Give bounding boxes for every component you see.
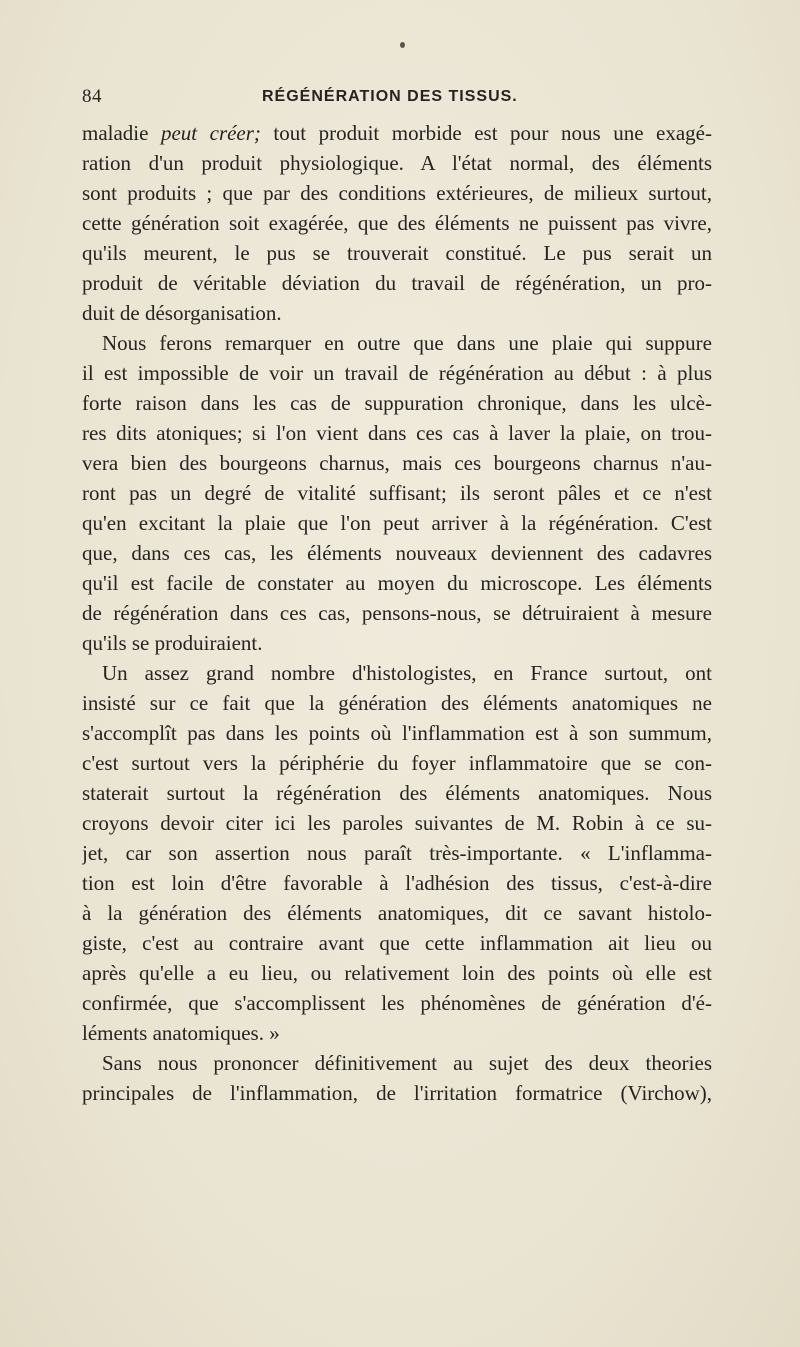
text-line: duit de désorganisation. [82,301,282,325]
text-line: que, dans ces cas, les éléments nouveaux deviennent des cadavres [82,541,712,565]
text-line: Nous ferons remarquer en outre que dans une plaie qui suppure [102,331,712,355]
text-line: qu'ils se produiraient. [82,631,263,655]
text-line: léments anatomiques. » [82,1021,280,1045]
text-line: staterait surtout la régénération des éléments anatomiques. Nous [82,781,712,805]
text-line: après qu'elle a eu lieu, ou relativement loin des points où elle est [82,961,712,985]
text-line: c'est surtout vers la périphérie du foyer inflammatoire que se con- [82,751,712,775]
text-line: s'accomplît pas dans les points où l'inflammation est à son summum, [82,721,712,745]
italic-phrase: peut créer; [160,121,261,145]
text-line: vera bien des bourgeons charnus, mais ces bourgeons charnus n'au- [82,451,712,475]
text-line: qu'ils meurent, le pus se trouverait constitué. Le pus serait un [82,241,712,265]
text-line: confirmée, que s'accomplissent les phénomènes de génération d'é- [82,991,712,1015]
page-header [82,86,712,110]
text-line: sont produits ; que par des conditions extérieures, de milieux surtout, [82,181,712,205]
text-line: qu'il est facile de constater au moyen du microscope. Les éléments [82,571,712,595]
text-line: qu'en excitant la plaie que l'on peut arriver à la régénération. C'est [82,511,712,535]
text-line: de régénération dans ces cas, pensons-nous, se détruiraient à mesure [82,601,712,625]
text-line: Sans nous prononcer définitivement au sujet des deux theories [102,1051,712,1075]
text-line: tion est loin d'être favorable à l'adhésion des tissus, c'est-à-dire [82,871,712,895]
text-run: maladie [82,121,161,145]
body-text [82,118,712,1108]
printing-speck [400,42,405,48]
text-line: res dits atoniques; si l'on vient dans ces cas à laver la plaie, on trou- [82,421,712,445]
page-number: 84 [82,86,102,107]
text-line: giste, c'est au contraire avant que cette inflammation ait lieu ou [82,931,712,955]
running-title: RÉGÉNÉRATION DES TISSUS. [262,88,518,105]
text-line: jet, car son assertion nous paraît très-importante. « L'inflamma- [82,841,712,865]
text-line: principales de l'inflammation, de l'irritation formatrice (Virchow), [82,1081,712,1105]
text-line [82,118,712,148]
text-line: croyons devoir citer ici les paroles suivantes de M. Robin à ce su- [82,811,712,835]
text-line: produit de véritable déviation du travail de régénération, un pro- [82,271,712,295]
text-line: ration d'un produit physiologique. A l'état normal, des éléments [82,151,712,175]
text-line: Un assez grand nombre d'histologistes, en France surtout, ont [102,661,712,685]
text-line: insisté sur ce fait que la génération des éléments anatomiques ne [82,691,712,715]
text-line: il est impossible de voir un travail de régénération au début : à plus [82,361,712,385]
text-line: cette génération soit exagérée, que des éléments ne puissent pas vivre, [82,211,712,235]
text-line: ront pas un degré de vitalité suffisant; ils seront pâles et ce n'est [82,481,712,505]
text-run: tout produit morbide est pour nous une exagé- [260,121,712,145]
text-line: forte raison dans les cas de suppuration chronique, dans les ulcè- [82,391,712,415]
text-line: à la génération des éléments anatomiques, dit ce savant histolo- [82,901,712,925]
